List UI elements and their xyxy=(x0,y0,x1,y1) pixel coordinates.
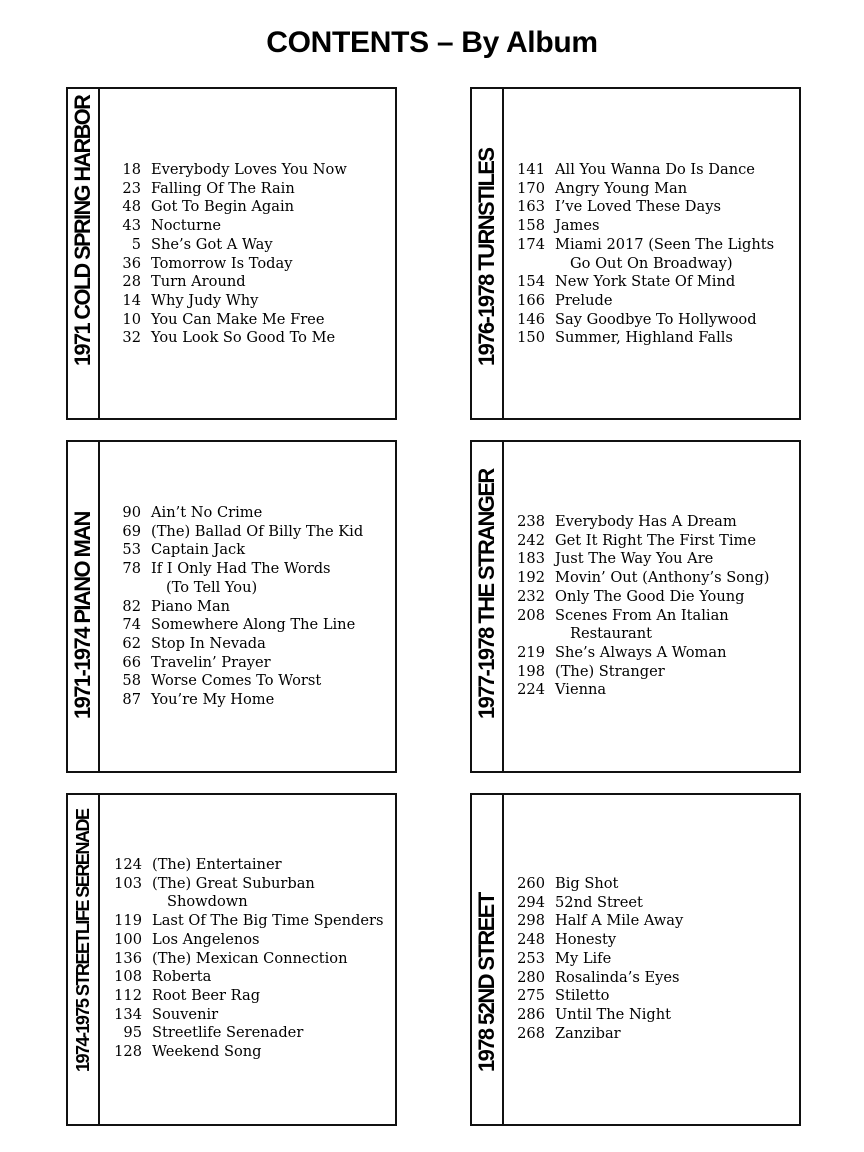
page-number: 208 xyxy=(517,606,545,624)
album-box-the-stranger xyxy=(470,440,801,773)
page-number: 286 xyxy=(517,1005,545,1023)
album-spine xyxy=(68,442,100,771)
song-title: Last Of The Big Time Spenders xyxy=(152,912,384,930)
song-title: Los Angelenos xyxy=(152,930,260,948)
song-title: Rosalinda’s Eyes xyxy=(555,968,680,986)
song-list xyxy=(106,504,391,710)
song-title: Somewhere Along The Line xyxy=(151,616,356,634)
song-entry xyxy=(510,931,795,950)
page-number: 183 xyxy=(517,550,545,568)
song-entry xyxy=(510,329,795,348)
page-number: 232 xyxy=(517,587,545,605)
album-box-cold-spring-harbor xyxy=(66,87,397,420)
song-title: Only The Good Die Young xyxy=(555,587,745,605)
song-title-continuation xyxy=(106,893,391,912)
song-entry xyxy=(106,560,391,579)
song-title: You Can Make Me Free xyxy=(151,310,325,328)
page-title: CONTENTS – By Album xyxy=(266,26,598,59)
song-title: If I Only Had The Words xyxy=(151,560,331,578)
song-title: Half A Mile Away xyxy=(555,912,684,930)
page-number: 163 xyxy=(517,198,545,216)
page-number: 294 xyxy=(517,893,545,911)
song-entry xyxy=(510,161,795,180)
album-label: 1971-1974 PIANO MAN xyxy=(70,512,95,719)
song-entry xyxy=(510,987,795,1006)
song-entry xyxy=(106,1043,391,1062)
song-title: Why Judy Why xyxy=(151,291,259,309)
song-title: (The) Ballad Of Billy The Kid xyxy=(151,522,364,540)
song-title: Root Beer Rag xyxy=(152,986,261,1004)
page-number: 87 xyxy=(122,691,141,709)
page-number: 248 xyxy=(517,931,545,949)
song-list xyxy=(510,513,795,700)
song-title: Turn Around xyxy=(151,273,246,291)
song-entry xyxy=(510,588,795,607)
song-title-continuation xyxy=(106,579,391,598)
song-title: Everybody Loves You Now xyxy=(151,161,347,178)
song-entry xyxy=(510,950,795,969)
song-entry xyxy=(510,663,795,682)
song-title: 52nd Street xyxy=(555,893,643,911)
song-entry xyxy=(510,236,795,255)
song-title: Stiletto xyxy=(555,987,610,1005)
song-title: Weekend Song xyxy=(152,1043,262,1061)
song-entry xyxy=(510,912,795,931)
song-title: Stop In Nevada xyxy=(151,634,266,652)
page-number: 280 xyxy=(517,968,545,986)
song-entry xyxy=(510,875,795,894)
page-number: 23 xyxy=(122,179,141,197)
page-number: 170 xyxy=(517,179,545,197)
song-title: Get It Right The First Time xyxy=(555,531,757,549)
page-number: 82 xyxy=(122,597,141,615)
song-entry xyxy=(106,598,391,617)
page-number: 100 xyxy=(114,930,142,948)
page-number: 134 xyxy=(114,1005,142,1023)
song-title-continuation xyxy=(510,255,795,274)
page-number: 166 xyxy=(517,291,545,309)
song-title: Movin’ Out (Anthony’s Song) xyxy=(555,569,770,587)
song-list xyxy=(106,161,391,348)
song-title: Roberta xyxy=(152,968,212,986)
song-title: Prelude xyxy=(555,291,613,309)
song-entry xyxy=(106,654,391,673)
song-list xyxy=(510,875,795,1043)
album-spine xyxy=(472,89,504,418)
song-title: (The) Entertainer xyxy=(152,856,282,873)
song-entry xyxy=(510,217,795,236)
page-number: 74 xyxy=(122,616,141,634)
song-title: Tomorrow Is Today xyxy=(151,254,293,272)
song-title: New York State Of Mind xyxy=(555,273,736,291)
song-entry xyxy=(106,856,391,875)
page-number: 260 xyxy=(517,875,545,892)
song-entry xyxy=(106,541,391,560)
song-title: (The) Great Suburban xyxy=(152,874,315,892)
song-entry xyxy=(106,691,391,710)
song-list xyxy=(106,856,391,1062)
page-number: 14 xyxy=(122,291,141,309)
song-entry xyxy=(510,292,795,311)
page-number: 18 xyxy=(122,161,141,178)
song-title: James xyxy=(555,217,600,235)
page-number: 66 xyxy=(122,653,141,671)
song-entry xyxy=(510,644,795,663)
page-number: 53 xyxy=(122,541,141,559)
song-title: Worse Comes To Worst xyxy=(151,672,322,690)
song-title: Showdown xyxy=(167,893,248,911)
album-spine xyxy=(68,795,100,1124)
page-number: 28 xyxy=(122,273,141,291)
song-title: Zanzibar xyxy=(555,1024,621,1042)
page-number: 108 xyxy=(114,968,142,986)
song-title-continuation xyxy=(510,625,795,644)
song-entry xyxy=(510,1006,795,1025)
song-title: Summer, Highland Falls xyxy=(555,329,733,347)
song-title: Scenes From An Italian xyxy=(555,606,729,624)
song-title: She’s Got A Way xyxy=(151,235,273,253)
page-number: 10 xyxy=(122,310,141,328)
song-title: Got To Begin Again xyxy=(151,198,295,216)
song-entry xyxy=(106,311,391,330)
song-entry xyxy=(510,569,795,588)
song-title: Just The Way You Are xyxy=(555,550,714,568)
page-number: 238 xyxy=(517,513,545,530)
page-number: 174 xyxy=(517,235,545,253)
song-entry xyxy=(510,607,795,626)
page-number: 124 xyxy=(114,856,142,873)
song-entry xyxy=(106,672,391,691)
page-number: 219 xyxy=(517,643,545,661)
album-box-turnstiles xyxy=(470,87,801,420)
song-entry xyxy=(510,198,795,217)
song-title: Say Goodbye To Hollywood xyxy=(555,310,757,328)
song-entry xyxy=(106,180,391,199)
page-number: 150 xyxy=(517,329,545,347)
song-entry xyxy=(510,894,795,913)
song-title: Ain’t No Crime xyxy=(151,504,263,521)
song-title: My Life xyxy=(555,949,612,967)
page-number: 48 xyxy=(122,198,141,216)
song-title: Falling Of The Rain xyxy=(151,179,295,197)
page-number: 103 xyxy=(114,874,142,892)
song-entry xyxy=(106,987,391,1006)
song-entry xyxy=(106,875,391,894)
song-title: (The) Mexican Connection xyxy=(152,949,348,967)
page-number: 36 xyxy=(122,254,141,272)
page-number: 268 xyxy=(517,1024,545,1042)
album-label: 1978 52ND STREET xyxy=(474,893,499,1072)
song-title: Go Out On Broadway) xyxy=(570,254,733,272)
song-title: Until The Night xyxy=(555,1005,671,1023)
song-entry xyxy=(106,950,391,969)
song-entry xyxy=(510,969,795,988)
song-list xyxy=(510,161,795,348)
album-spine xyxy=(472,795,504,1124)
song-entry xyxy=(510,273,795,292)
song-title: Souvenir xyxy=(152,1005,219,1023)
song-entry xyxy=(106,217,391,236)
song-entry xyxy=(106,635,391,654)
page-number: 43 xyxy=(122,217,141,235)
song-title: Travelin’ Prayer xyxy=(151,653,271,671)
page-number: 119 xyxy=(114,912,142,930)
song-entry xyxy=(106,236,391,255)
page-number: 146 xyxy=(517,310,545,328)
song-title: Vienna xyxy=(555,681,607,699)
song-entry xyxy=(106,616,391,635)
song-title: (The) Stranger xyxy=(555,662,665,680)
song-entry xyxy=(510,180,795,199)
song-entry xyxy=(106,292,391,311)
page-number: 90 xyxy=(122,504,141,521)
page-number: 78 xyxy=(122,560,141,578)
song-entry xyxy=(106,1024,391,1043)
song-title: (To Tell You) xyxy=(166,578,258,596)
song-entry xyxy=(106,968,391,987)
song-entry xyxy=(510,513,795,532)
song-entry xyxy=(510,311,795,330)
song-title: I’ve Loved These Days xyxy=(555,198,721,216)
page-number: 62 xyxy=(122,634,141,652)
page-number: 198 xyxy=(517,662,545,680)
song-entry xyxy=(106,504,391,523)
song-title: Honesty xyxy=(555,931,617,949)
song-title: You’re My Home xyxy=(151,691,275,709)
album-label: 1976-1978 TURNSTILES xyxy=(474,148,499,366)
song-entry xyxy=(106,523,391,542)
song-entry xyxy=(106,329,391,348)
song-entry xyxy=(106,1006,391,1025)
page-number: 158 xyxy=(517,217,545,235)
page-number: 112 xyxy=(114,986,142,1004)
album-label: 1977-1978 THE STRANGER xyxy=(474,469,499,719)
page-number: 136 xyxy=(114,949,142,967)
page-number: 275 xyxy=(517,987,545,1005)
song-entry xyxy=(510,532,795,551)
song-title: She’s Always A Woman xyxy=(555,643,727,661)
page-number: 253 xyxy=(517,949,545,967)
song-entry xyxy=(106,255,391,274)
album-box-52nd-street xyxy=(470,793,801,1126)
song-title: Everybody Has A Dream xyxy=(555,513,737,530)
page-number: 141 xyxy=(517,161,545,178)
song-title: Captain Jack xyxy=(151,541,246,559)
album-label: 1974-1975 STREETLIFE SERENADE xyxy=(73,809,93,1072)
page-number: 298 xyxy=(517,912,545,930)
page-number: 128 xyxy=(114,1043,142,1061)
song-entry xyxy=(106,931,391,950)
page-number: 5 xyxy=(131,235,141,253)
song-entry xyxy=(510,550,795,569)
song-entry xyxy=(106,198,391,217)
song-title: Piano Man xyxy=(151,597,231,615)
song-title: Restaurant xyxy=(570,625,653,643)
page-number: 192 xyxy=(517,569,545,587)
song-entry xyxy=(510,681,795,700)
page-number: 154 xyxy=(517,273,545,291)
song-entry xyxy=(106,161,391,180)
album-label: 1971 COLD SPRING HARBOR xyxy=(70,95,95,366)
page-number: 58 xyxy=(122,672,141,690)
song-title: Nocturne xyxy=(151,217,222,235)
song-entry xyxy=(106,273,391,292)
album-box-streetlife-serenade xyxy=(66,793,397,1126)
song-entry xyxy=(510,1025,795,1044)
song-title: Streetlife Serenader xyxy=(152,1024,304,1042)
page-number: 95 xyxy=(123,1024,142,1042)
page-number: 69 xyxy=(122,522,141,540)
page-number: 224 xyxy=(517,681,545,699)
song-title: Miami 2017 (Seen The Lights xyxy=(555,235,775,253)
album-spine xyxy=(472,442,504,771)
song-entry xyxy=(106,912,391,931)
song-title: Big Shot xyxy=(555,875,619,892)
song-title: All You Wanna Do Is Dance xyxy=(555,161,755,178)
song-title: Angry Young Man xyxy=(555,179,688,197)
song-title: You Look So Good To Me xyxy=(151,329,336,347)
album-spine xyxy=(68,89,100,418)
page-number: 242 xyxy=(517,531,545,549)
album-box-piano-man xyxy=(66,440,397,773)
page-number: 32 xyxy=(122,329,141,347)
